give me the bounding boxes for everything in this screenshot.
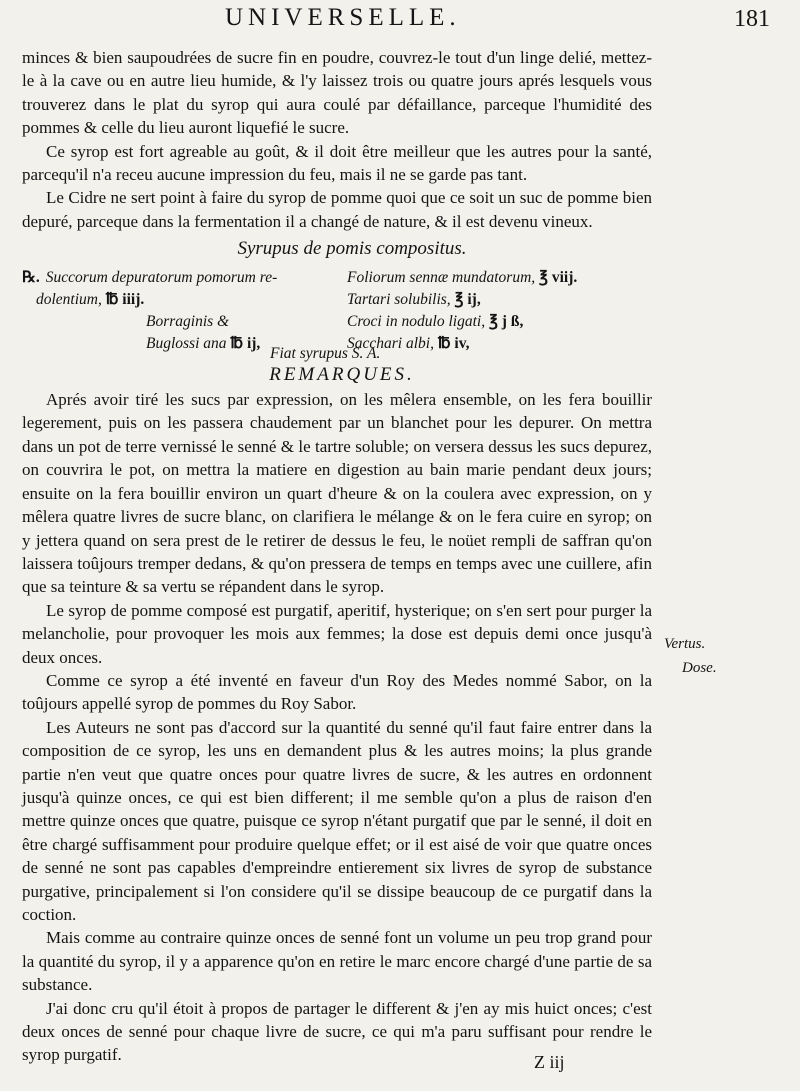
recipe-symbol: ℞.: [22, 268, 40, 286]
recipe-fiat: Fiat syrupus S. A.: [270, 344, 381, 362]
margin-note-dose: Dose.: [682, 660, 717, 676]
paragraph: Les Auteurs ne sont pas d'accord sur la quantité du senné qu'il faut faire entrer dans la composition de ce syrop, les uns en demandent plus & les autres moins; la plus grande partie n'en veut que quatre onces pour quatre livres de sucre, & les autres en ordonnent jusqu'à quinze onces, ce qui est bien different; il me semble qu'on a plus de raison d'en mettre quinze onces que quatre, puisque ce syrop n'étant purgatif que par le senné, il doit en être chargé suffisamment pour produire quelque effet; or il est aisé de voir que quatre onces de senné ne sont pas capables d'empreindre entierement six livres de syrop de substance purgative, principalement si l'on considere qu'il se dissipe beaucoup de ce purgatif dans la coction.: [22, 717, 652, 924]
paragraph: Ce syrop est fort agreable au goût, & il doit être meilleur que les autres pour la santé, parcequ'il n'a receu aucune impression du feu, mais il ne se garde pas tant.: [22, 141, 652, 185]
recipe-line: [22, 311, 342, 333]
ingredient: Succorum depuratorum pomorum re-: [45, 268, 278, 286]
quantity: ℥ ij,: [454, 290, 481, 308]
quantity: ℔ iiij.: [105, 290, 145, 308]
recipe-line: [22, 289, 342, 311]
ingredient: Tartari solubilis,: [347, 290, 451, 308]
quantity: ℥ viij.: [539, 268, 578, 286]
quantity: ℥ j ß,: [488, 312, 524, 330]
recipe-line: [347, 333, 647, 355]
running-head: UNIVERSELLE.: [225, 4, 461, 31]
recipe-title: Syrupus de pomis compositus.: [237, 238, 467, 260]
quantity: ℔ iv,: [437, 334, 470, 352]
paragraph: Le Cidre ne sert point à faire du syrop de pomme quoi que ce soit un suc de pomme bien depuré, parceque dans la fermentation il a changé de nature, & il est devenu vineux.: [22, 188, 652, 231]
ingredient: Borraginis &: [146, 312, 230, 330]
recipe-line: [22, 267, 342, 289]
quantity: ℔ ij,: [230, 334, 261, 352]
paragraph: Aprés avoir tiré les sucs par expression, on les mêlera ensemble, on les fera bouillir legerement, puis on les passera chaudement par un blanchet pour les depurer. On mettra dans un pot de terre vernissé le senné & le tartre soluble; on versera dessus les sucs depurez, on couvrira le pot, on mettra la matiere en digestion au bain marie pendant deux jours; ensuite on la fera bouillir environ un quart d'heure & on la coulera avec expression, on y mêlera quatre livres de sucre blanc, on clarifiera le mélange & on le fera cuire en syrop; on y jettera quand on sera prest de le retirer de dessus le feu, le noüet rempli de saffran qu'on laissera toûjours tremper dedans, & qu'on pressera de temps en temps avec une cuillere, afin que sa teinture & sa vertu se répandent dans le syrop.: [22, 390, 652, 597]
paragraph: Le syrop de pomme composé est purgatif, aperitif, hysterique; on s'en sert pour purger la melancholie, pour provoquer les mois aux femmes; la dose est depuis demi once jusqu'à deux onces.: [22, 600, 652, 667]
page-number: 181: [734, 6, 770, 32]
ingredient: Croci in nodulo ligati,: [347, 312, 486, 330]
margin-note-vertus: Vertus.: [664, 636, 706, 652]
recipe-line: [347, 289, 647, 311]
ingredient: Buglossi ana: [146, 334, 227, 352]
recipe-left-column: [22, 267, 342, 355]
recipe-line: [347, 267, 647, 289]
ingredient: dolentium,: [36, 290, 102, 308]
body-text: [22, 46, 652, 1067]
signature-mark: Z iij: [534, 1052, 565, 1072]
ingredient: Sacchari albi,: [347, 334, 434, 352]
recipe-line: [347, 311, 647, 333]
paragraph: Mais comme au contraire quinze onces de senné font un volume un peu trop grand pour la quantité du syrop, il y a apparence qu'on en retire le marc encore chargé d'une partie de sa substance.: [22, 928, 652, 995]
paragraph: minces & bien saupoudrées de sucre fin en poudre, couvrez-le tout d'un linge delié, mettez-le à la cave ou en autre lieu humide, & l'y laissez trois ou quatre jours aprés lesquels vous trouverez dans le plat du syrop qui aura coulé par défaillance, parceque l'humidité des pommes & celle du lieu auront liquefié le sucre.: [22, 48, 652, 138]
paragraph: J'ai donc cru qu'il étoit à propos de partager le different & j'en ay mis huict onces; c'est deux onces de senné pour chaque livre de sucre, ce qui m'a paru suffisant pour rendre le syrop purgatif.: [22, 998, 652, 1065]
section-heading: REMARQUES.: [269, 363, 415, 385]
recipe-right-column: [347, 267, 647, 355]
recipe-block: [22, 267, 652, 363]
page-header: [0, 0, 800, 42]
paragraph: Comme ce syrop a été inventé en faveur d'un Roy des Medes nommé Sabor, on la toûjours appellé syrop de pommes du Roy Sabor.: [22, 670, 652, 714]
ingredient: Foliorum sennæ mundatorum,: [347, 268, 536, 286]
